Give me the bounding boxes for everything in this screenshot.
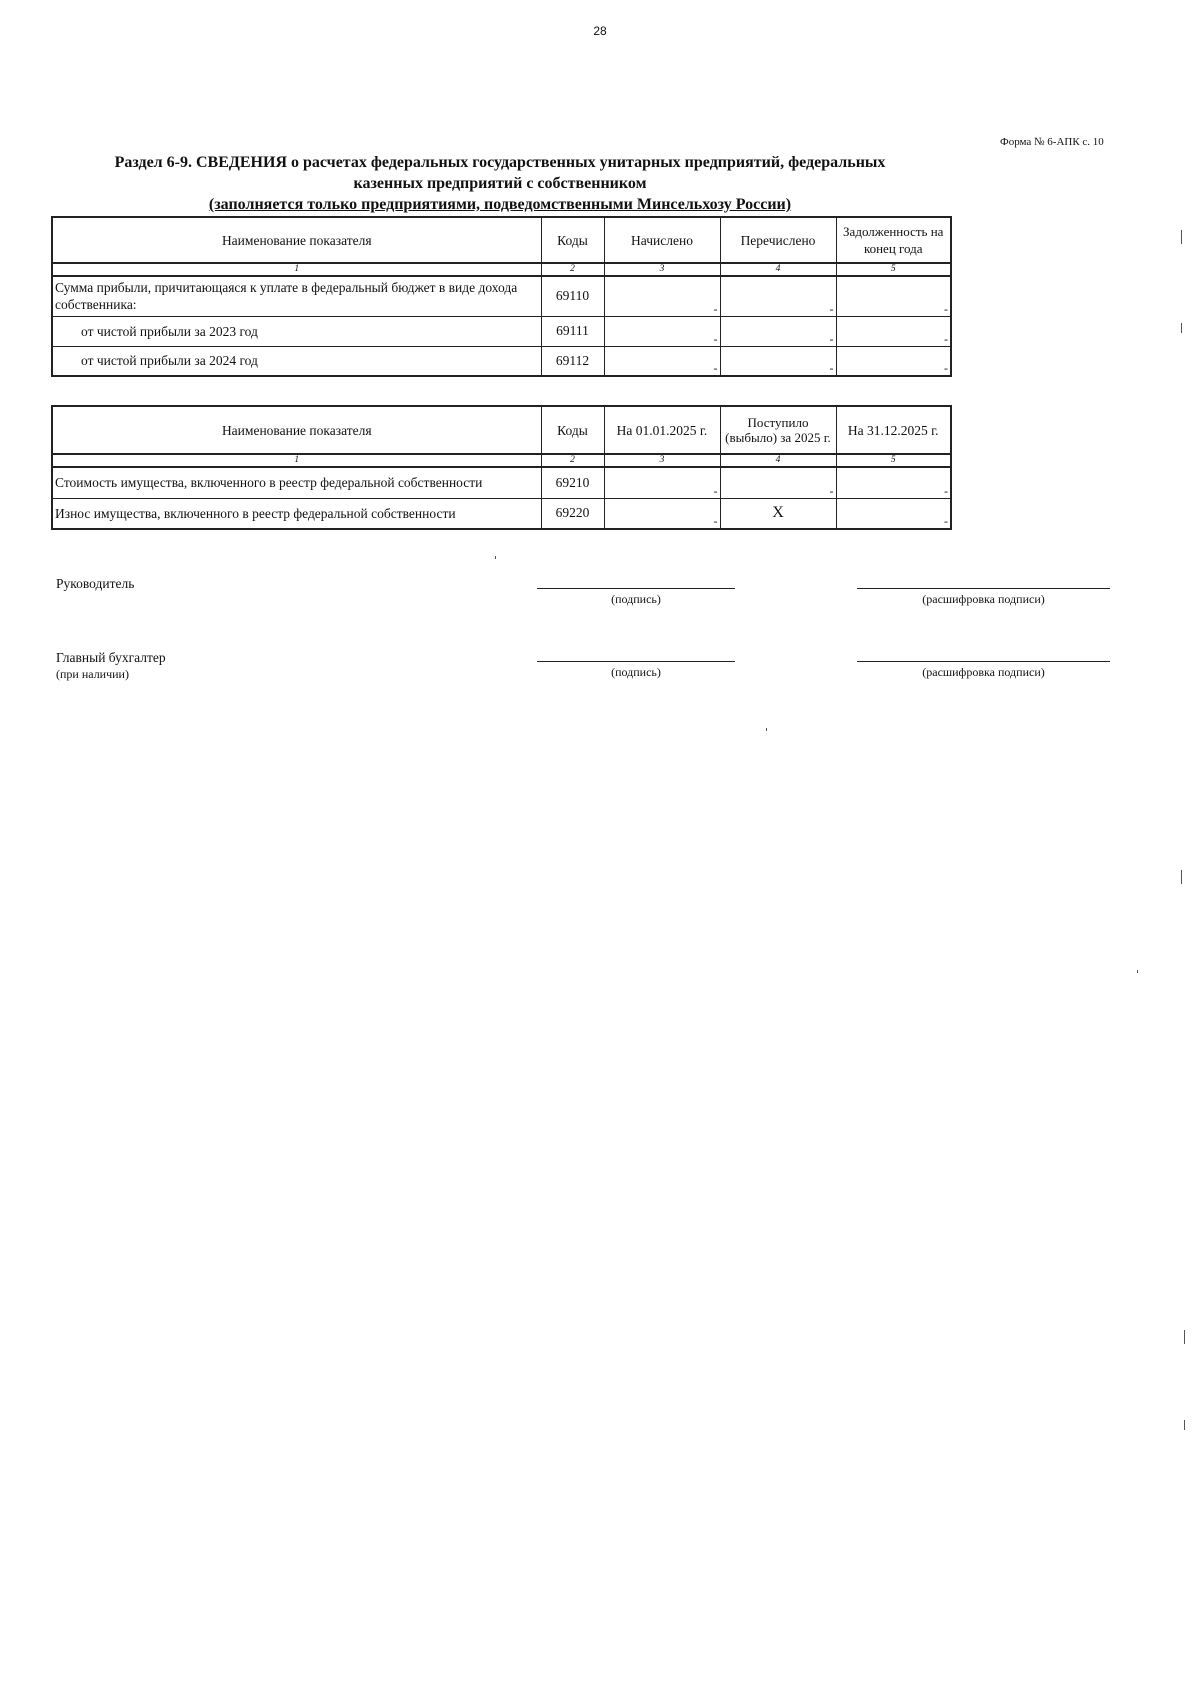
accountant-note: (при наличии) [56, 667, 129, 681]
col-number: 2 [541, 454, 604, 467]
row-name: от чистой прибыли за 2024 год [52, 346, 541, 376]
table-row [52, 316, 951, 346]
head-signature-line[interactable] [537, 588, 735, 589]
col-number: 1 [52, 454, 541, 467]
col-number: 5 [836, 263, 951, 276]
empty-value-dash: - [944, 301, 948, 316]
header-debt-year-end: Задолженность на конец года [836, 217, 951, 263]
accountant-signature-line[interactable] [537, 661, 735, 662]
empty-value-dash: - [713, 331, 718, 346]
column-number-row [52, 263, 951, 276]
row-code: 69220 [541, 498, 604, 529]
row-code: 69112 [541, 346, 604, 376]
row-name: Сумма прибыли, причитающаяся к уплате в федеральный бюджет в виде дохода собственника: [52, 276, 541, 316]
row-code: 69111 [541, 316, 604, 346]
empty-value-dash: - [944, 361, 948, 375]
section-title [60, 152, 940, 215]
scan-artifact [495, 556, 496, 559]
value-cell[interactable] [836, 498, 951, 529]
col-number: 3 [604, 454, 720, 467]
col-number: 4 [720, 454, 836, 467]
value-cell[interactable] [836, 276, 951, 316]
col-number: 1 [52, 263, 541, 276]
row-name: Износ имущества, включенного в реестр федеральной собственности [52, 498, 541, 529]
title-line-1: Раздел 6-9. СВЕДЕНИЯ о расчетах федеральных государственных унитарных предприятий, федеральных [114, 154, 886, 171]
value-cell[interactable] [720, 276, 836, 316]
chief-accountant-label: Главный бухгалтер [56, 650, 166, 665]
value-cell[interactable] [604, 498, 720, 529]
not-applicable-mark: X [720, 498, 836, 529]
header-indicator-name: Наименование показателя [52, 217, 541, 263]
head-decoding-line[interactable] [857, 588, 1110, 589]
col-number: 2 [541, 263, 604, 276]
empty-value-dash: - [829, 331, 834, 346]
table-row [52, 346, 951, 376]
value-cell[interactable] [604, 467, 720, 498]
value-cell[interactable] [720, 316, 836, 346]
settlements-table [51, 216, 952, 377]
row-name: от чистой прибыли за 2023 год [52, 316, 541, 346]
value-cell[interactable] [720, 346, 836, 376]
row-code: 69210 [541, 467, 604, 498]
scan-artifact [766, 728, 767, 731]
head-signature-caption: (подпись) [611, 592, 661, 606]
form-label: Форма № 6-АПК с. 10 [1000, 136, 1104, 148]
col-number: 4 [720, 263, 836, 276]
scan-artifact [1181, 323, 1182, 333]
value-cell[interactable] [604, 276, 720, 316]
empty-value-dash: - [713, 483, 718, 498]
value-cell[interactable] [720, 467, 836, 498]
header-indicator-name: Наименование показателя [52, 406, 541, 454]
col-number: 5 [836, 454, 951, 467]
value-cell[interactable] [836, 316, 951, 346]
header-codes: Коды [541, 406, 604, 454]
table-header-row [52, 406, 951, 454]
value-cell[interactable] [836, 467, 951, 498]
empty-value-dash: - [713, 301, 718, 316]
accountant-signature-caption: (подпись) [611, 665, 661, 679]
scan-artifact [1184, 1420, 1185, 1430]
head-decoding-caption: (расшифровка подписи) [922, 592, 1045, 606]
empty-value-dash: - [944, 331, 948, 346]
empty-value-dash: - [944, 483, 948, 498]
empty-value-dash: - [713, 361, 718, 375]
scan-artifact [1181, 230, 1182, 244]
table-header-row [52, 217, 951, 263]
header-codes: Коды [541, 217, 604, 263]
header-end-of-year: На 31.12.2025 г. [836, 406, 951, 454]
column-number-row [52, 454, 951, 467]
header-accrued: Начислено [604, 217, 720, 263]
scan-artifact [1181, 870, 1182, 884]
header-received-disposed: Поступило (выбыло) за 2025 г. [720, 406, 836, 454]
col-number: 3 [604, 263, 720, 276]
value-cell[interactable] [836, 346, 951, 376]
accountant-decoding-caption: (расшифровка подписи) [922, 665, 1045, 679]
empty-value-dash: - [829, 483, 834, 498]
row-name: Стоимость имущества, включенного в реестр федеральной собственности [52, 467, 541, 498]
accountant-decoding-line[interactable] [857, 661, 1110, 662]
scan-artifact [1137, 970, 1138, 973]
empty-value-dash: - [713, 514, 718, 528]
header-start-of-year: На 01.01.2025 г. [604, 406, 720, 454]
property-table [51, 405, 952, 530]
value-cell[interactable] [604, 346, 720, 376]
empty-value-dash: - [829, 301, 834, 316]
head-label: Руководитель [56, 576, 135, 591]
value-cell[interactable] [604, 316, 720, 346]
title-line-3: (заполняется только предприятиями, подведомственными Минсельхозу России) [208, 196, 792, 213]
table-row [52, 276, 951, 316]
page-number: 28 [593, 24, 607, 38]
row-code: 69110 [541, 276, 604, 316]
header-transferred: Перечислено [720, 217, 836, 263]
table-row [52, 467, 951, 498]
table-row [52, 498, 951, 529]
empty-value-dash: - [829, 361, 834, 375]
scan-artifact [1184, 1330, 1185, 1344]
empty-value-dash: - [944, 514, 948, 528]
title-line-2: казенных предприятий с собственником [353, 175, 647, 192]
